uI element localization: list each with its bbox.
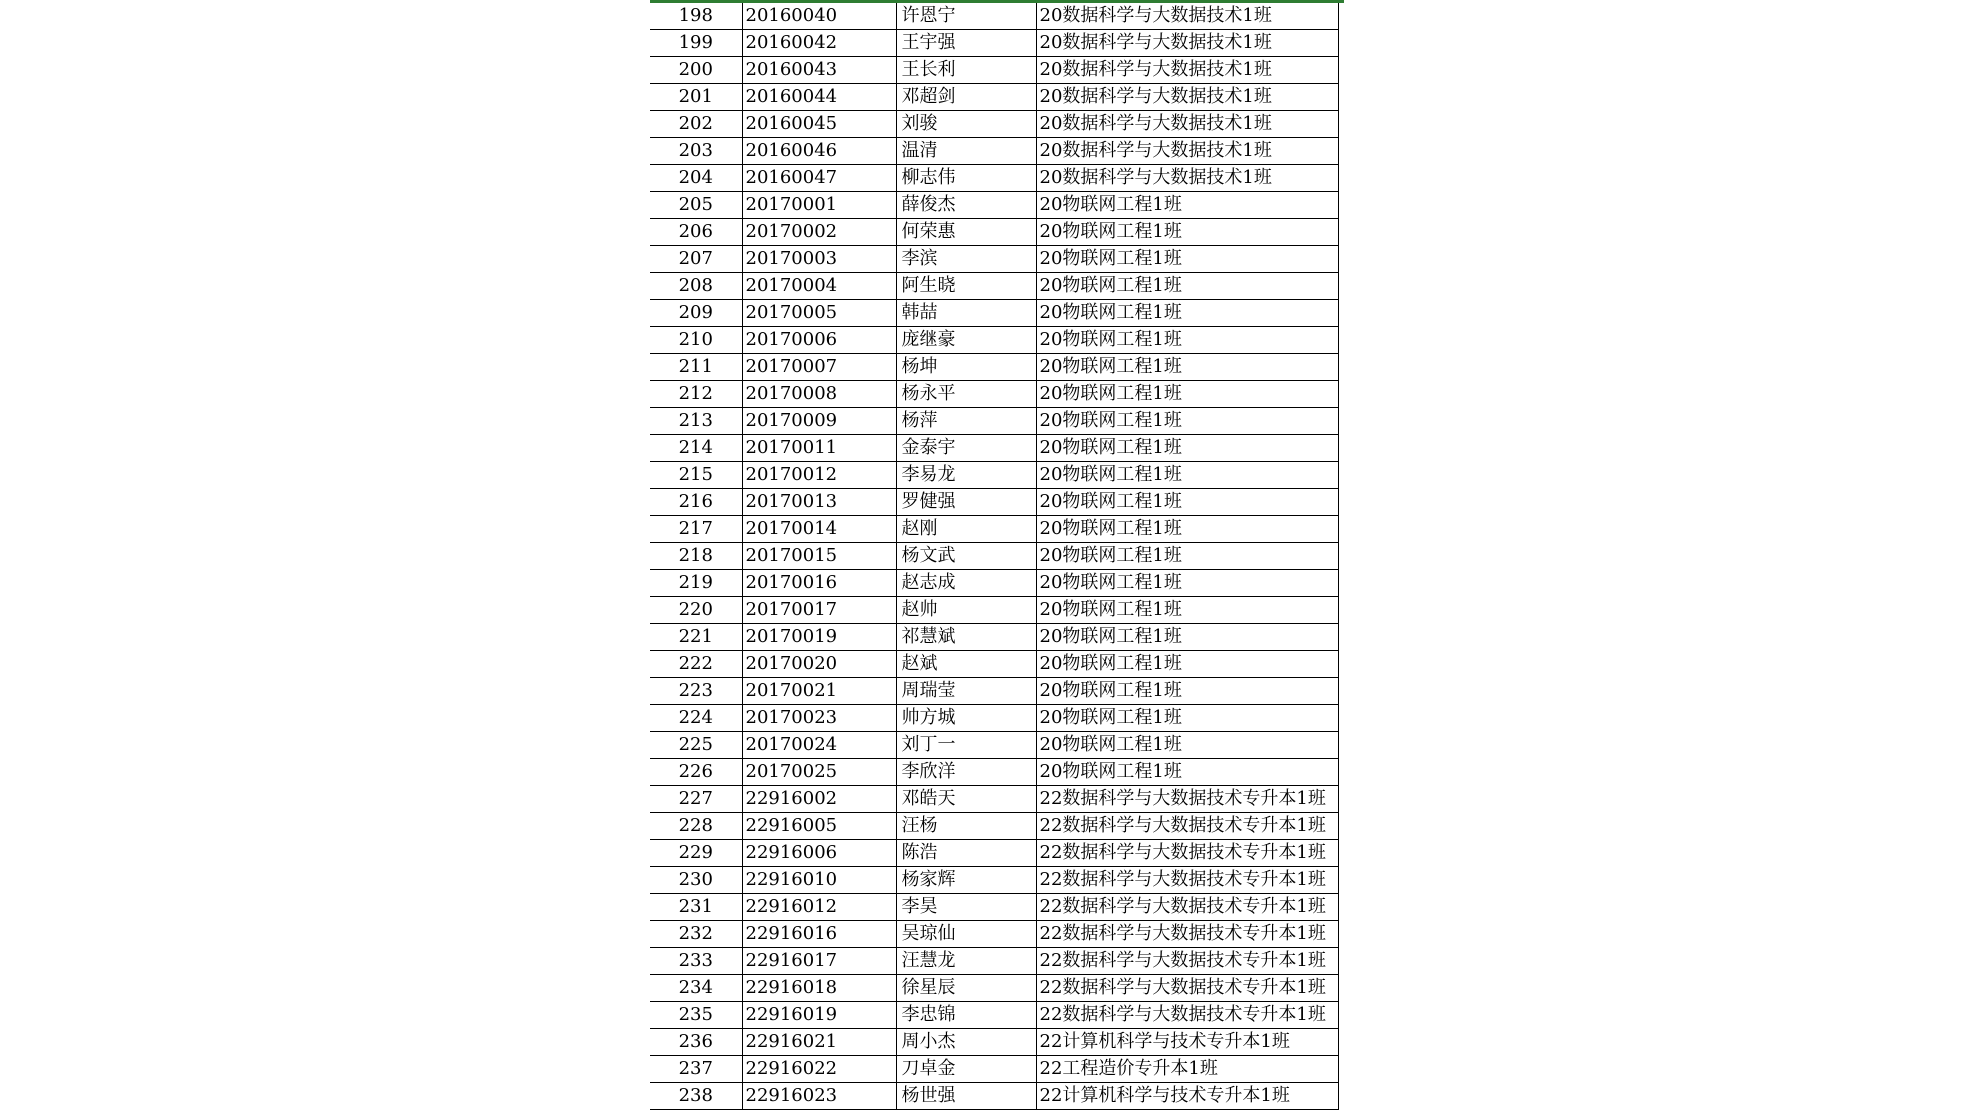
row-index-cell[interactable]: 228 [650,813,742,840]
class-name-cell[interactable]: 22计算机科学与技术专升本1班 [1036,1083,1338,1110]
table-row [650,138,1338,165]
student-name-cell[interactable]: 杨永平 [896,381,1036,408]
row-index-cell[interactable]: 222 [650,651,742,678]
table-row [650,948,1338,975]
student-id-cell[interactable]: 20170014 [742,516,896,543]
student-id-cell[interactable]: 20170004 [742,273,896,300]
student-name-cell[interactable]: 韩喆 [896,300,1036,327]
table-row [650,1056,1338,1083]
table-row [650,651,1338,678]
student-id-cell[interactable]: 20160044 [742,84,896,111]
class-name-cell[interactable]: 22工程造价专升本1班 [1036,1056,1338,1083]
student-name-cell[interactable]: 金泰宇 [896,435,1036,462]
table-row [650,489,1338,516]
class-name-cell[interactable]: 20物联网工程1班 [1036,354,1338,381]
class-name-cell[interactable]: 20物联网工程1班 [1036,759,1338,786]
student-id-cell[interactable]: 22916017 [742,948,896,975]
student-name-cell[interactable]: 杨坤 [896,354,1036,381]
table-row [650,705,1338,732]
table-row [650,867,1338,894]
student-id-cell[interactable]: 20170007 [742,354,896,381]
student-id-cell[interactable]: 20160045 [742,111,896,138]
row-index-cell[interactable]: 236 [650,1029,742,1056]
student-id-cell[interactable]: 22916016 [742,921,896,948]
row-index-cell[interactable]: 209 [650,300,742,327]
row-index-cell[interactable]: 198 [650,3,742,30]
class-name-cell[interactable]: 20数据科学与大数据技术1班 [1036,138,1338,165]
class-name-cell[interactable]: 20物联网工程1班 [1036,705,1338,732]
row-index-cell[interactable]: 203 [650,138,742,165]
class-name-cell[interactable]: 20物联网工程1班 [1036,435,1338,462]
student-name-cell[interactable]: 徐星辰 [896,975,1036,1002]
class-name-cell[interactable]: 22数据科学与大数据技术专升本1班 [1036,948,1338,975]
student-id-cell[interactable]: 20170021 [742,678,896,705]
student-name-cell[interactable]: 邓皓天 [896,786,1036,813]
row-index-cell[interactable]: 219 [650,570,742,597]
student-name-cell[interactable]: 阿生晓 [896,273,1036,300]
table-row [650,165,1338,192]
student-id-cell[interactable]: 22916021 [742,1029,896,1056]
student-name-cell[interactable]: 何荣惠 [896,219,1036,246]
class-name-cell[interactable]: 22数据科学与大数据技术专升本1班 [1036,894,1338,921]
table-row [650,219,1338,246]
table-row [650,273,1338,300]
student-name-cell[interactable]: 周瑞莹 [896,678,1036,705]
table-row [650,30,1338,57]
row-index-cell[interactable]: 232 [650,921,742,948]
row-index-cell[interactable]: 199 [650,30,742,57]
table-row [650,1029,1338,1056]
table-row [650,192,1338,219]
row-index-cell[interactable]: 212 [650,381,742,408]
class-name-cell[interactable]: 22数据科学与大数据技术专升本1班 [1036,1002,1338,1029]
class-name-cell[interactable]: 20数据科学与大数据技术1班 [1036,57,1338,84]
table-row [650,1083,1338,1110]
row-index-cell[interactable]: 235 [650,1002,742,1029]
row-index-cell[interactable]: 201 [650,84,742,111]
student-name-cell[interactable]: 李忠锦 [896,1002,1036,1029]
table-row [650,975,1338,1002]
student-id-cell[interactable]: 20170020 [742,651,896,678]
student-id-cell[interactable]: 20170008 [742,381,896,408]
class-name-cell[interactable]: 20物联网工程1班 [1036,678,1338,705]
class-name-cell[interactable]: 20物联网工程1班 [1036,327,1338,354]
table-row [650,570,1338,597]
row-index-cell[interactable]: 220 [650,597,742,624]
student-id-cell[interactable]: 20170017 [742,597,896,624]
student-id-cell[interactable]: 20170013 [742,489,896,516]
table-row [650,462,1338,489]
student-id-cell[interactable]: 20170019 [742,624,896,651]
class-name-cell[interactable]: 20物联网工程1班 [1036,570,1338,597]
class-name-cell[interactable]: 20数据科学与大数据技术1班 [1036,84,1338,111]
table-row [650,57,1338,84]
student-name-cell[interactable]: 杨家辉 [896,867,1036,894]
table-row [650,516,1338,543]
row-index-cell[interactable]: 227 [650,786,742,813]
class-name-cell[interactable]: 20数据科学与大数据技术1班 [1036,30,1338,57]
student-id-cell[interactable]: 22916006 [742,840,896,867]
student-id-cell[interactable]: 20160047 [742,165,896,192]
student-id-cell[interactable]: 20170005 [742,300,896,327]
student-id-cell[interactable]: 20160042 [742,30,896,57]
class-name-cell[interactable]: 22数据科学与大数据技术专升本1班 [1036,840,1338,867]
row-index-cell[interactable]: 221 [650,624,742,651]
student-id-cell[interactable]: 22916023 [742,1083,896,1110]
row-index-cell[interactable]: 213 [650,408,742,435]
table-row [650,111,1338,138]
student-name-cell[interactable]: 柳志伟 [896,165,1036,192]
student-name-cell[interactable]: 李滨 [896,246,1036,273]
table-row [650,1002,1338,1029]
class-name-cell[interactable]: 20物联网工程1班 [1036,516,1338,543]
student-id-cell[interactable]: 22916002 [742,786,896,813]
row-index-cell[interactable]: 204 [650,165,742,192]
row-index-cell[interactable]: 216 [650,489,742,516]
row-index-cell[interactable]: 202 [650,111,742,138]
table-row [650,381,1338,408]
row-index-cell[interactable]: 206 [650,219,742,246]
student-name-cell[interactable]: 李昊 [896,894,1036,921]
table-row [650,678,1338,705]
class-name-cell[interactable]: 20物联网工程1班 [1036,300,1338,327]
table-row [650,786,1338,813]
table-row [650,300,1338,327]
class-name-cell[interactable]: 20物联网工程1班 [1036,732,1338,759]
row-index-cell[interactable]: 237 [650,1056,742,1083]
student-id-cell[interactable]: 22916019 [742,1002,896,1029]
class-name-cell[interactable]: 20数据科学与大数据技术1班 [1036,3,1338,30]
student-id-cell[interactable]: 20170003 [742,246,896,273]
row-index-cell[interactable]: 226 [650,759,742,786]
table-row [650,435,1338,462]
class-name-cell[interactable]: 20物联网工程1班 [1036,219,1338,246]
row-index-cell[interactable]: 207 [650,246,742,273]
student-id-cell[interactable]: 22916005 [742,813,896,840]
student-id-cell[interactable]: 22916010 [742,867,896,894]
student-name-cell[interactable]: 刘骏 [896,111,1036,138]
class-name-cell[interactable]: 20物联网工程1班 [1036,543,1338,570]
row-index-cell[interactable]: 211 [650,354,742,381]
table-row [650,3,1338,30]
roster-body [650,3,1338,1110]
student-name-cell[interactable]: 李易龙 [896,462,1036,489]
row-index-cell[interactable]: 217 [650,516,742,543]
class-name-cell[interactable]: 20物联网工程1班 [1036,624,1338,651]
student-name-cell[interactable]: 赵志成 [896,570,1036,597]
student-id-cell[interactable]: 20160043 [742,57,896,84]
student-name-cell[interactable]: 汪慧龙 [896,948,1036,975]
class-name-cell[interactable]: 20数据科学与大数据技术1班 [1036,165,1338,192]
class-name-cell[interactable]: 20物联网工程1班 [1036,192,1338,219]
class-name-cell[interactable]: 20数据科学与大数据技术1班 [1036,111,1338,138]
class-name-cell[interactable]: 20物联网工程1班 [1036,462,1338,489]
class-name-cell[interactable]: 20物联网工程1班 [1036,489,1338,516]
student-name-cell[interactable]: 庞继豪 [896,327,1036,354]
row-index-cell[interactable]: 224 [650,705,742,732]
student-name-cell[interactable]: 帅方城 [896,705,1036,732]
table-row [650,921,1338,948]
class-name-cell[interactable]: 22数据科学与大数据技术专升本1班 [1036,867,1338,894]
table-row [650,759,1338,786]
table-row [650,408,1338,435]
student-id-cell[interactable]: 20170002 [742,219,896,246]
student-name-cell[interactable]: 刀卓金 [896,1056,1036,1083]
row-index-cell[interactable]: 218 [650,543,742,570]
row-index-cell[interactable]: 233 [650,948,742,975]
student-name-cell[interactable]: 杨文武 [896,543,1036,570]
student-name-cell[interactable]: 陈浩 [896,840,1036,867]
row-index-cell[interactable]: 208 [650,273,742,300]
table-row [650,246,1338,273]
student-name-cell[interactable]: 周小杰 [896,1029,1036,1056]
class-name-cell[interactable]: 20物联网工程1班 [1036,381,1338,408]
student-name-cell[interactable]: 温清 [896,138,1036,165]
row-index-cell[interactable]: 231 [650,894,742,921]
row-index-cell[interactable]: 210 [650,327,742,354]
student-name-cell[interactable]: 赵斌 [896,651,1036,678]
class-name-cell[interactable]: 22计算机科学与技术专升本1班 [1036,1029,1338,1056]
class-name-cell[interactable]: 20物联网工程1班 [1036,246,1338,273]
student-name-cell[interactable]: 薛俊杰 [896,192,1036,219]
student-id-cell[interactable]: 20170016 [742,570,896,597]
row-index-cell[interactable]: 205 [650,192,742,219]
table-row [650,732,1338,759]
student-name-cell[interactable]: 王宇强 [896,30,1036,57]
student-name-cell[interactable]: 邓超剑 [896,84,1036,111]
student-name-cell[interactable]: 吴琼仙 [896,921,1036,948]
student-id-cell[interactable]: 20160046 [742,138,896,165]
student-id-cell[interactable]: 22916022 [742,1056,896,1083]
student-name-cell[interactable]: 赵刚 [896,516,1036,543]
row-index-cell[interactable]: 234 [650,975,742,1002]
student-name-cell[interactable]: 罗健强 [896,489,1036,516]
student-id-cell[interactable]: 20170025 [742,759,896,786]
table-row [650,840,1338,867]
table-row [650,597,1338,624]
row-index-cell[interactable]: 229 [650,840,742,867]
table-row [650,894,1338,921]
table-row [650,543,1338,570]
student-id-cell[interactable]: 20170015 [742,543,896,570]
row-index-cell[interactable]: 238 [650,1083,742,1110]
row-index-cell[interactable]: 214 [650,435,742,462]
class-name-cell[interactable]: 22数据科学与大数据技术专升本1班 [1036,786,1338,813]
row-index-cell[interactable]: 215 [650,462,742,489]
student-name-cell[interactable]: 赵帅 [896,597,1036,624]
student-name-cell[interactable]: 许恩宁 [896,3,1036,30]
student-id-cell[interactable]: 20170006 [742,327,896,354]
student-name-cell[interactable]: 王长利 [896,57,1036,84]
student-id-cell[interactable]: 20170011 [742,435,896,462]
row-index-cell[interactable]: 200 [650,57,742,84]
student-id-cell[interactable]: 20160040 [742,3,896,30]
student-name-cell[interactable]: 李欣洋 [896,759,1036,786]
student-id-cell[interactable]: 22916018 [742,975,896,1002]
class-name-cell[interactable]: 22数据科学与大数据技术专升本1班 [1036,921,1338,948]
table-row [650,813,1338,840]
class-name-cell[interactable]: 22数据科学与大数据技术专升本1班 [1036,975,1338,1002]
student-id-cell[interactable]: 20170009 [742,408,896,435]
student-name-cell[interactable]: 杨萍 [896,408,1036,435]
student-name-cell[interactable]: 刘丁一 [896,732,1036,759]
class-name-cell[interactable]: 20物联网工程1班 [1036,408,1338,435]
student-id-cell[interactable]: 20170023 [742,705,896,732]
student-id-cell[interactable]: 22916012 [742,894,896,921]
table-row [650,354,1338,381]
row-index-cell[interactable]: 225 [650,732,742,759]
student-id-cell[interactable]: 20170024 [742,732,896,759]
student-roster-table [650,3,1339,1110]
class-name-cell[interactable]: 20物联网工程1班 [1036,651,1338,678]
class-name-cell[interactable]: 22数据科学与大数据技术专升本1班 [1036,813,1338,840]
row-index-cell[interactable]: 223 [650,678,742,705]
student-id-cell[interactable]: 20170012 [742,462,896,489]
table-row [650,624,1338,651]
student-name-cell[interactable]: 汪杨 [896,813,1036,840]
table-row [650,84,1338,111]
student-name-cell[interactable]: 杨世强 [896,1083,1036,1110]
class-name-cell[interactable]: 20物联网工程1班 [1036,597,1338,624]
table-row [650,327,1338,354]
row-index-cell[interactable]: 230 [650,867,742,894]
class-name-cell[interactable]: 20物联网工程1班 [1036,273,1338,300]
student-name-cell[interactable]: 祁慧斌 [896,624,1036,651]
student-id-cell[interactable]: 20170001 [742,192,896,219]
